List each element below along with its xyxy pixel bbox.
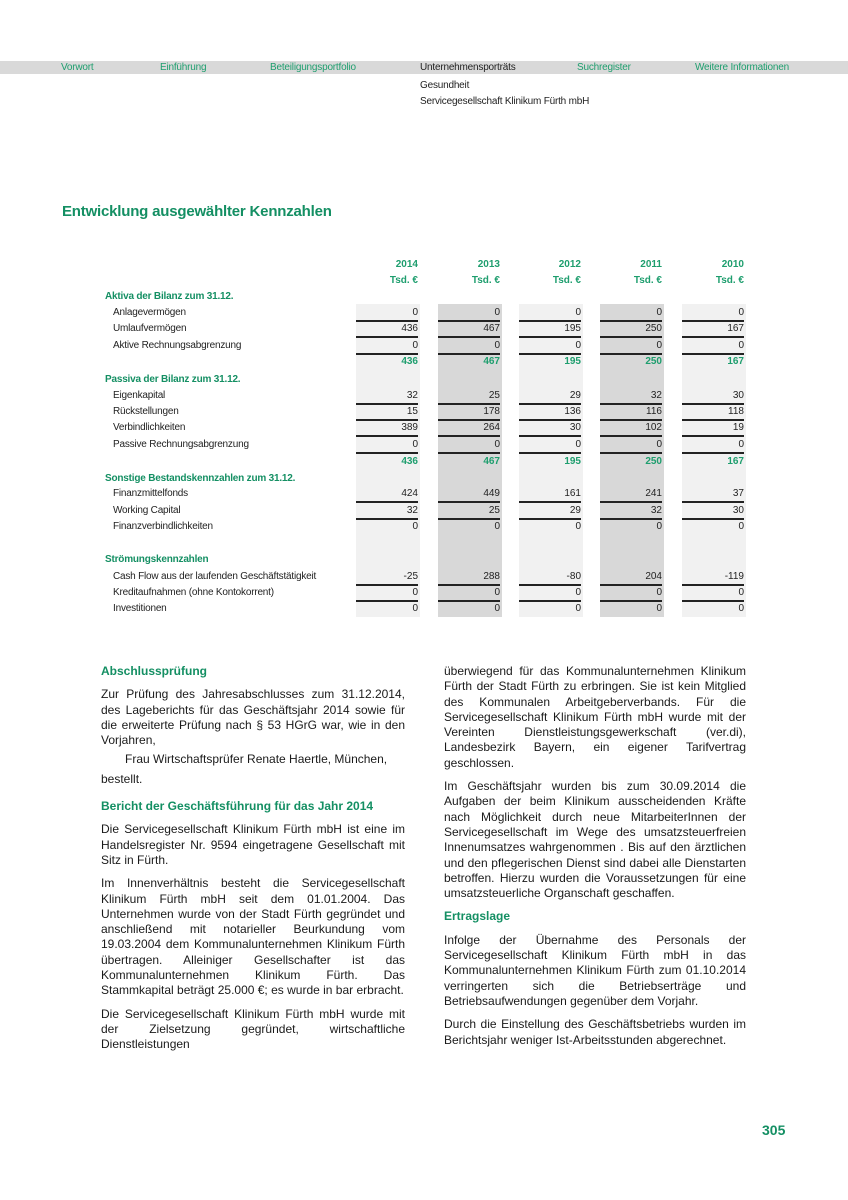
table-cell: 19: [682, 421, 744, 437]
table-cell: 167: [682, 322, 744, 338]
table-cell: 0: [412, 521, 418, 532]
table-cell: 0: [600, 306, 662, 322]
row-label: Working Capital: [113, 505, 181, 516]
paragraph: bestellt.: [101, 771, 143, 786]
table-cell: 161: [519, 487, 581, 503]
table-cell: 0: [519, 438, 581, 454]
table-cell: 264: [438, 421, 500, 437]
nav-einfuehrung[interactable]: Einführung: [160, 62, 207, 73]
unit-header: Tsd. €: [715, 275, 744, 286]
paragraph: Die Servicegesellschaft Klinikum Fürth mbH wurde mit der Zielsetzung gegründet, wirtschaftliche Dienstleistungen: [101, 1006, 405, 1052]
row-label: Anlagevermögen: [113, 307, 186, 318]
paragraph: Zur Prüfung des Jahresabschlusses zum 31.12.2014, des Lageberichts für das Geschäftsjahr 2014 sowie für die erweiterte Prüfung nach § 53 HGrG war, wie in den Vorjahren,: [101, 687, 405, 748]
right-text-column: [444, 664, 746, 1056]
paragraph: Im Innenverhältnis besteht die Servicegesellschaft Klinikum Fürth mbH seit dem 01.01.2004. Das Unternehmen wurde von der Stadt Fürth gegründet und anschließend mit notarieller Beurkundung vom 19.03.2004 dem Kommunalunternehmen Klinikum Fürth übertragen. Alleiniger Gesellschafter ist das Kommunalunternehmen Klinikum Fürth. Das Stammkapital beträgt 25.000 €; es wurde in bar erbracht.: [101, 876, 405, 998]
table-cell: 0: [519, 586, 581, 602]
row-label: Aktive Rechnungsabgrenzung: [113, 340, 242, 351]
table-cell: 0: [682, 339, 744, 355]
table-total-cell: 436: [401, 456, 418, 467]
table-cell: 0: [682, 306, 744, 322]
paragraph-auditor: Frau Wirtschaftsprüfer Renate Haertle, München,: [125, 752, 388, 767]
table-cell: 0: [600, 339, 662, 355]
table-cell: 389: [356, 421, 418, 437]
year-header: 2013: [477, 259, 500, 270]
nav-beteiligungsportfolio[interactable]: Beteiligungsportfolio: [270, 62, 356, 73]
table-cell: 0: [356, 306, 418, 322]
table-cell: 0: [494, 603, 500, 614]
table-cell: 25: [438, 504, 500, 520]
table-cell: -80: [519, 570, 581, 586]
table-cell: 0: [519, 339, 581, 355]
row-label: Eigenkapital: [113, 390, 166, 401]
heading-abschlusspruefung: Abschlussprüfung: [101, 664, 208, 678]
table-total-cell: 250: [645, 456, 662, 467]
table-cell: 29: [519, 389, 581, 405]
row-label: Rückstellungen: [113, 406, 179, 417]
row-label: Passive Rechnungsabgrenzung: [113, 439, 249, 450]
unit-header: Tsd. €: [389, 275, 418, 286]
table-total-cell: 195: [564, 356, 581, 367]
table-cell: 0: [519, 306, 581, 322]
row-label: Investitionen: [113, 603, 167, 614]
table-cell: -119: [682, 570, 744, 586]
breadcrumb-company: Servicegesellschaft Klinikum Fürth mbH: [420, 96, 590, 107]
table-cell: 32: [600, 504, 662, 520]
table-total-cell: 167: [727, 356, 744, 367]
table-cell: 449: [438, 487, 500, 503]
nav-suchregister[interactable]: Suchregister: [577, 62, 631, 73]
table-cell: 25: [438, 389, 500, 405]
table-cell: 29: [519, 504, 581, 520]
table-cell: 30: [682, 504, 744, 520]
table-cell: 15: [356, 405, 418, 421]
paragraph: überwiegend für das Kommunalunternehmen Klinikum Fürth der Stadt Fürth zu erbringen. Sie ist kein Mitglied des Kommunalen Arbeitgeberverbands. Für die Servicegesellschaft Klinikum Fürth mbH wurde mit der Vereinten Dienstleistungsgewerkschaft (ver.di), Landesbezirk Bayern, ein eigener Tarifvertrag geschlossen.: [444, 664, 746, 770]
section-heading: Aktiva der Bilanz zum 31.12.: [105, 291, 234, 302]
heading-ertragslage: Ertragslage: [444, 909, 511, 924]
heading-bericht: Bericht der Geschäftsführung für das Jahr 2014: [101, 799, 374, 814]
table-cell: 250: [600, 322, 662, 338]
breadcrumb-category: Gesundheit: [420, 80, 470, 91]
row-label: Kreditaufnahmen (ohne Kontokorrent): [113, 587, 274, 598]
paragraph: Die Servicegesellschaft Klinikum Fürth mbH ist eine im Handelsregister Nr. 9594 eingetragene Gesellschaft mit Sitz in Fürth.: [101, 822, 405, 867]
table-cell: 37: [682, 487, 744, 503]
row-label: Finanzverbindlichkeiten: [113, 521, 213, 532]
table-cell: 0: [656, 521, 662, 532]
table-cell: 204: [600, 570, 662, 586]
table-cell: 32: [600, 389, 662, 405]
table-cell: 118: [682, 405, 744, 421]
table-cell: 0: [600, 586, 662, 602]
page-title: Entwicklung ausgewählter Kennzahlen: [62, 203, 332, 220]
table-cell: 0: [738, 603, 744, 614]
table-cell: 0: [438, 438, 500, 454]
nav-weitere-informationen[interactable]: Weitere Informationen: [695, 62, 789, 73]
page-number: 305: [762, 1122, 786, 1138]
year-header: 2012: [558, 259, 581, 270]
table-cell: 467: [438, 322, 500, 338]
table-total-cell: 436: [401, 356, 418, 367]
table-total-cell: 467: [483, 356, 500, 367]
table-total-cell: 167: [727, 456, 744, 467]
table-cell: 116: [600, 405, 662, 421]
table-cell: 0: [356, 339, 418, 355]
table-cell: 0: [575, 521, 581, 532]
table-cell: 0: [356, 586, 418, 602]
left-text-column: [101, 664, 405, 1061]
row-label: Umlaufvermögen: [113, 323, 187, 334]
unit-header: Tsd. €: [552, 275, 581, 286]
section-heading: Passiva der Bilanz zum 31.12.: [105, 374, 241, 385]
table-cell: 288: [438, 570, 500, 586]
paragraph: Durch die Einstellung des Geschäftsbetriebs wurden im Berichtsjahr weniger Ist-Arbeitsstunden abgerechnet.: [444, 1017, 746, 1047]
section-heading: Strömungskennzahlen: [105, 554, 209, 565]
table-cell: 0: [656, 603, 662, 614]
year-header: 2010: [721, 259, 744, 270]
table-cell: 32: [356, 389, 418, 405]
paragraph: Im Geschäftsjahr wurden bis zum 30.09.2014 die Aufgaben der beim Klinikum ausscheidenden Kräfte nach Möglichkeit durch neue MitarbeiterInnen der Servicegesellschaft im Wege des umsatzsteuerfreien Innenumsatzes wahrgenommen . Bis auf den ärztlichen und den pflegerischen Dienst sind dabei alle Dienstarten betroffen. Hierzu wurden die Voraussetzungen für eine umsatzsteuerliche Organschaft geschaffen.: [444, 779, 746, 901]
table-cell: -25: [356, 570, 418, 586]
paragraph: Infolge der Übernahme des Personals der Servicegesellschaft Klinikum Fürth mbH in das Kommunalunternehmen Klinikum Fürth zum 01.10.2014 verringerten sich die Betriebserträge und Betriebsaufwendungen gegenüber dem Vorjahr.: [444, 932, 746, 1008]
table-cell: 0: [575, 603, 581, 614]
section-heading: Sonstige Bestandskennzahlen zum 31.12.: [105, 473, 296, 484]
year-header: 2011: [640, 259, 662, 270]
table-cell: 436: [356, 322, 418, 338]
unit-header: Tsd. €: [471, 275, 500, 286]
table-cell: 178: [438, 405, 500, 421]
row-label: Finanzmittelfonds: [113, 488, 188, 499]
table-cell: 0: [438, 306, 500, 322]
table-cell: 30: [682, 389, 744, 405]
row-label: Verbindlichkeiten: [113, 422, 186, 433]
table-cell: 0: [682, 438, 744, 454]
table-cell: 0: [738, 521, 744, 532]
table-cell: 136: [519, 405, 581, 421]
table-total-cell: 195: [564, 456, 581, 467]
table-cell: 0: [438, 586, 500, 602]
table-cell: 102: [600, 421, 662, 437]
table-cell: 0: [600, 438, 662, 454]
table-cell: 32: [356, 504, 418, 520]
table-cell: 241: [600, 487, 662, 503]
table-cell: 0: [438, 339, 500, 355]
unit-header: Tsd. €: [633, 275, 662, 286]
table-cell: 0: [682, 586, 744, 602]
row-label: Cash Flow aus der laufenden Geschäftstätigkeit: [113, 571, 317, 582]
table-cell: 195: [519, 322, 581, 338]
table-cell: 0: [494, 521, 500, 532]
table-total-cell: 467: [483, 456, 500, 467]
year-header: 2014: [395, 259, 418, 270]
table-cell: 424: [356, 487, 418, 503]
table-cell: 0: [356, 438, 418, 454]
nav-vorwort[interactable]: Vorwort: [61, 62, 94, 73]
nav-unternehmensportraets[interactable]: Unternehmensporträts: [420, 62, 516, 73]
table-cell: 30: [519, 421, 581, 437]
table-total-cell: 250: [645, 356, 662, 367]
table-cell: 0: [412, 603, 418, 614]
